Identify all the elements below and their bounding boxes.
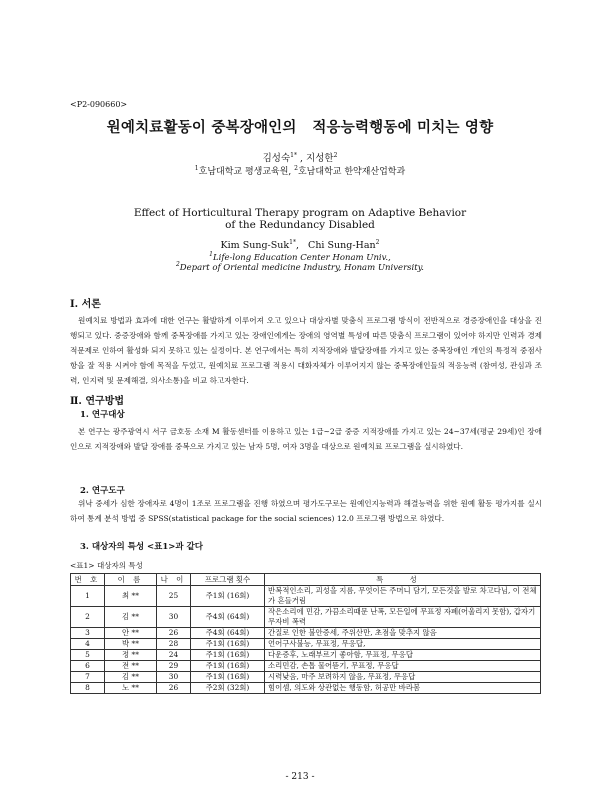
cell-number: 5 <box>71 650 105 661</box>
table-row <box>71 639 541 650</box>
tool-paragraph: 위낙 중세가 심한 장애자로 4명이 1조로 프로그램을 진행 하였으며 평가도구로는 원예인지능력과 해결능력을 위한 원예 활동 평가지를 실시하여 통계 분석 방법 중 SPSS(statistical package for the social sciences) 12.0 프로그램 방법으로 하였다. <box>70 499 542 523</box>
english-authors <box>0 240 600 251</box>
cell-number: 3 <box>71 628 105 639</box>
cell-name: 박 ** <box>105 639 157 650</box>
intro-paragraph: 원예치료 방법과 효과에 대한 연구는 활발하게 이루어져 오고 있으나 대상자별 맞춤식 프로그램 방식이 전반적으로 경증장애인을 대상을 진행되고 있다. 중증장애와 함께 중복장애를 가지고 있는 장애인에게는 장애의 영역별 특성에 따른 맞춤식 프로그램이 있어야 하지만 인력과 경제적문제로 인하여 활성화 되지 못하고 있는 실정이다. 본 연구에서는 특히 지적장애와 발달장애를 가지고 있는 중복장애인 개인의 특정적 중점사항을 잘 적용 시켜야 함에 목적을 두었고, 원예치료 프로그램 적용시 대화자체가 이루어지지 않는 중복장애인들의 적응능력 (참여성, 관심과 조력, 인지력 및 문제해결, 의사소통)을 비교 하고자한다. <box>70 316 542 385</box>
table-row <box>71 672 541 683</box>
cell-traits: 간질로 인한 불안증세, 주위산만, 초점을 맞추지 않음 <box>265 628 541 639</box>
traits-heading: 3. 대상자의 특성 <표1>과 같다 <box>80 542 203 552</box>
cell-age: 28 <box>157 639 191 650</box>
header-name: 이 름 <box>105 574 157 586</box>
korean-affiliations <box>0 164 600 177</box>
subject-heading: 1. 연구대상 <box>80 410 125 420</box>
table-row <box>71 628 541 639</box>
header-traits: 특 성 <box>265 574 541 586</box>
method-heading: Ⅱ. 연구방법 <box>70 396 125 407</box>
author-1-ko-sup: 1* <box>290 151 297 159</box>
cell-name: 최 ** <box>105 586 157 607</box>
table-row <box>71 586 541 607</box>
cell-number: 2 <box>71 607 105 628</box>
author-2-ko-sup: 2 <box>333 151 338 159</box>
cell-age: 24 <box>157 650 191 661</box>
cell-traits: 작은소리에 민감, 가끔소리때문 난폭, 모든일에 무표정 자폐(어울리지 못함), 갑자기 무자비 폭력 <box>265 607 541 628</box>
tool-heading: 2. 연구도구 <box>80 486 125 496</box>
header-age: 나 이 <box>157 574 191 586</box>
author-2-en: , Chi Sung-Han <box>295 240 376 251</box>
cell-age: 29 <box>157 661 191 672</box>
cell-program-count: 주4회 (64회) <box>191 628 265 639</box>
cell-age: 25 <box>157 586 191 607</box>
affil-en-1: Life-long Education Center Honam Univ., <box>212 253 391 263</box>
table-row <box>71 650 541 661</box>
page-number: - 213 - <box>285 772 315 782</box>
affil-ko-sup-2: 2 <box>294 165 298 172</box>
english-affiliations <box>0 253 600 273</box>
author-1-en: Kim Sung-Suk <box>220 240 290 251</box>
subjects-table <box>70 573 541 694</box>
english-title-line-2: of the Redundancy Disabled <box>225 219 375 231</box>
cell-program-count: 주1회 (16회) <box>191 639 265 650</box>
cell-name: 전 ** <box>105 661 157 672</box>
cell-age: 26 <box>157 683 191 694</box>
cell-program-count: 주1회 (16회) <box>191 661 265 672</box>
affil-en-2: Depart of Oriental medicine Industry, Honam University. <box>179 263 425 273</box>
cell-number: 8 <box>71 683 105 694</box>
subject-paragraph: 본 연구는 광주광역시 서구 금호동 소재 M 활동센터를 이용하고 있는 1급~2급 중증 지적장애를 가지고 있는 24~37세(평균 29세)인 장애인으로 지적장애와 발달 장애를 중복으로 가지고 있는 남자 5명, 여자 3명을 대상으로 원예치료 프로그램을 실시하였다. <box>70 427 542 451</box>
affil-ko-2: 호남대학교 한약재산업학과 <box>297 167 406 177</box>
cell-name: 안 ** <box>105 628 157 639</box>
korean-authors <box>0 150 600 164</box>
cell-program-count: 주2회 (32회) <box>191 683 265 694</box>
cell-age: 30 <box>157 672 191 683</box>
table-row <box>71 607 541 628</box>
cell-traits: 언어구사불능, 무표정, 무응답, <box>265 639 541 650</box>
author-1-ko: 김성숙 <box>262 153 291 164</box>
cell-name: 정 ** <box>105 650 157 661</box>
cell-number: 4 <box>71 639 105 650</box>
intro-heading: Ⅰ. 서론 <box>70 299 101 310</box>
cell-number: 6 <box>71 661 105 672</box>
cell-program-count: 주1회 (16회) <box>191 650 265 661</box>
english-title <box>0 207 600 231</box>
affil-en-sup-2: 2 <box>175 261 180 269</box>
cell-name: 김 ** <box>105 607 157 628</box>
author-1-en-sup: 1* <box>289 238 296 246</box>
affil-ko-1: 호남대학교 평생교육원, <box>198 167 295 177</box>
cell-traits: 소리민감, 손톱 물어뜯기, 무표정, 무응답 <box>265 661 541 672</box>
cell-traits: 반복적인소리, 괴성을 지름, 무엇이든 주머니 담기, 모든것을 발로 차고다님, 이 전체가 흔들거림 <box>265 586 541 607</box>
english-title-line-1: Effect of Horticultural Therapy program on Adaptive Behavior <box>133 207 467 219</box>
cell-age: 30 <box>157 607 191 628</box>
header-number: 번 호 <box>71 574 105 586</box>
affil-en-sup-1: 1 <box>209 251 213 259</box>
cell-program-count: 주4회 (64회) <box>191 607 265 628</box>
cell-number: 1 <box>71 586 105 607</box>
cell-program-count: 주1회 (16회) <box>191 672 265 683</box>
table-row <box>71 683 541 694</box>
cell-number: 7 <box>71 672 105 683</box>
korean-title: 원예치료활동이 중복장애인의 적응능력행동에 미치는 영향 <box>106 119 494 136</box>
header-program-count: 프로그램 횟수 <box>191 574 265 586</box>
cell-name: 김 ** <box>105 672 157 683</box>
table-header-row <box>71 574 541 586</box>
cell-name: 노 ** <box>105 683 157 694</box>
cell-traits: 시력낮음, 마주 보려하지 않음, 무표정, 무응답 <box>265 672 541 683</box>
author-2-en-sup: 2 <box>375 238 380 246</box>
author-sep-ko: , 지성한 <box>296 153 334 164</box>
cell-program-count: 주1회 (16회) <box>191 586 265 607</box>
table-row <box>71 661 541 672</box>
cell-traits: 힘이셈, 의도와 상관없는 행동함, 허공만 바라봄 <box>265 683 541 694</box>
affil-ko-sup-1: 1 <box>194 165 199 172</box>
cell-traits: 다운증후, 노래부르기 좋아함, 무표정, 무응답 <box>265 650 541 661</box>
abstract-code: <P2-090660> <box>70 100 128 109</box>
table-caption: <표1> 대상자의 특성 <box>70 561 143 570</box>
cell-age: 26 <box>157 628 191 639</box>
